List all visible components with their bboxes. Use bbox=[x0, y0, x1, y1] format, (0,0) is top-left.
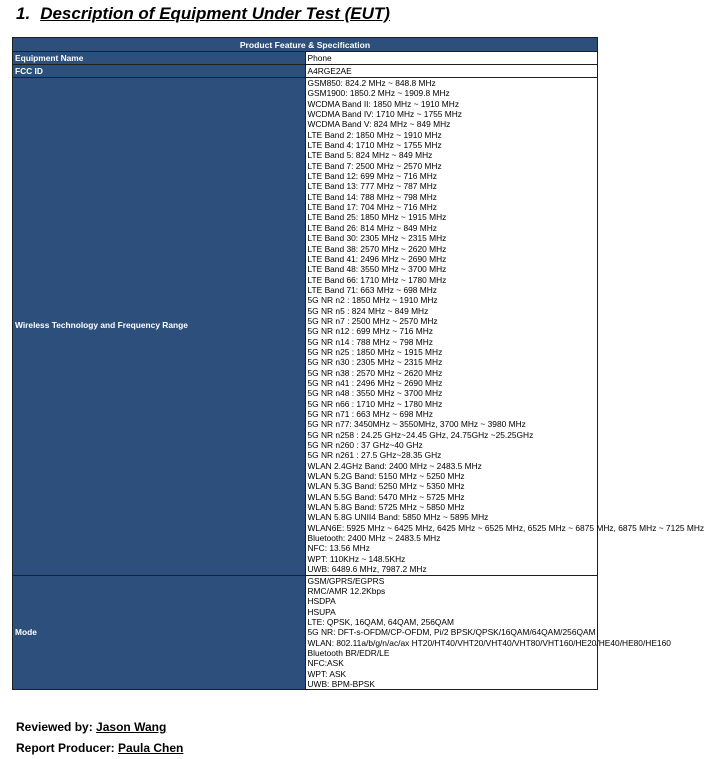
spec-line: WPT: 110KHz ~ 148.5KHz bbox=[307, 553, 406, 564]
spec-line: LTE Band 66: 1710 MHz ~ 1780 MHz bbox=[307, 274, 447, 285]
spec-line: UWB: BPM-BPSK bbox=[307, 678, 375, 689]
reviewed-by-name: Jason Wang bbox=[96, 720, 167, 734]
spec-line: 5G NR n5 : 824 MHz ~ 849 MHz bbox=[307, 305, 429, 316]
reviewed-by-label: Reviewed by: bbox=[16, 720, 93, 734]
mode-values bbox=[305, 575, 671, 690]
spec-line: LTE Band 17: 704 MHz ~ 716 MHz bbox=[307, 202, 437, 213]
spec-line: 5G NR n66 : 1710 MHz ~ 1780 MHz bbox=[307, 398, 443, 409]
table-header: Product Feature & Specification bbox=[13, 38, 598, 52]
mode-label: Mode bbox=[13, 575, 306, 690]
report-producer-name: Paula Chen bbox=[118, 741, 184, 755]
spec-line: 5G NR n12 : 699 MHz ~ 716 MHz bbox=[307, 326, 433, 337]
spec-line: LTE Band 13: 777 MHz ~ 787 MHz bbox=[307, 181, 437, 192]
spec-line: LTE Band 25: 1850 MHz ~ 1915 MHz bbox=[307, 212, 447, 223]
spec-line: 5G NR n71 : 663 MHz ~ 698 MHz bbox=[307, 409, 433, 419]
spec-line: 5G NR n25 : 1850 MHz ~ 1915 MHz bbox=[307, 346, 443, 357]
spec-line: LTE Band 14: 788 MHz ~ 798 MHz bbox=[307, 191, 437, 202]
equipment-name-label: Equipment Name bbox=[13, 52, 306, 65]
spec-line: WLAN 5.3G Band: 5250 MHz ~ 5350 MHz bbox=[307, 481, 465, 492]
spec-line: 5G NR n260 : 37 GHz~40 GHz bbox=[307, 440, 423, 451]
spec-line: Bluetooth BR/EDR/LE bbox=[307, 647, 390, 658]
spec-table bbox=[12, 37, 704, 690]
spec-line: LTE: QPSK, 16QAM, 64QAM, 256QAM bbox=[307, 616, 454, 627]
table-row bbox=[13, 52, 598, 65]
spec-line: GSM/GPRS/EGPRS bbox=[307, 575, 385, 586]
table-row bbox=[13, 78, 598, 576]
spec-line: WCDMA Band V: 824 MHz ~ 849 MHz bbox=[307, 119, 451, 130]
spec-line: LTE Band 2: 1850 MHz ~ 1910 MHz bbox=[307, 129, 442, 140]
spec-line: LTE Band 71: 663 MHz ~ 698 MHz bbox=[307, 284, 437, 295]
spec-line: 5G NR n41 : 2496 MHz ~ 2690 MHz bbox=[307, 377, 443, 388]
spec-line: WPT: ASK bbox=[307, 668, 347, 679]
spec-line: NFC:ASK bbox=[307, 658, 344, 669]
spec-line: GSM850: 824.2 MHz ~ 848.8 MHz bbox=[307, 78, 436, 88]
spec-line: 5G NR n7 : 2500 MHz ~ 2570 MHz bbox=[307, 315, 438, 326]
spec-line: LTE Band 48: 3550 MHz ~ 3700 MHz bbox=[307, 264, 447, 275]
wireless-technology-values bbox=[305, 78, 704, 576]
spec-line: LTE Band 30: 2305 MHz ~ 2315 MHz bbox=[307, 233, 447, 244]
spec-line: LTE Band 4: 1710 MHz ~ 1755 MHz bbox=[307, 140, 442, 151]
spec-line: 5G NR n261 : 27.5 GHz~28.35 GHz bbox=[307, 450, 442, 461]
fcc-id-value: A4RGE2AE bbox=[305, 65, 598, 78]
spec-line: WCDMA Band IV: 1710 MHz ~ 1755 MHz bbox=[307, 109, 462, 120]
spec-line: LTE Band 5: 824 MHz ~ 849 MHz bbox=[307, 150, 433, 161]
wireless-technology-label: Wireless Technology and Frequency Range bbox=[13, 78, 306, 576]
report-producer-label: Report Producer: bbox=[16, 741, 115, 755]
spec-line: 5G NR n38 : 2570 MHz ~ 2620 MHz bbox=[307, 367, 443, 378]
spec-line: 5G NR n2 : 1850 MHz ~ 1910 MHz bbox=[307, 295, 438, 306]
fcc-id-label: FCC ID bbox=[13, 65, 306, 78]
spec-line: NFC: 13.56 MHz bbox=[307, 543, 370, 554]
spec-line: LTE Band 12: 699 MHz ~ 716 MHz bbox=[307, 171, 437, 182]
spec-line: 5G NR n30 : 2305 MHz ~ 2315 MHz bbox=[307, 357, 443, 368]
reviewed-by-line bbox=[16, 720, 166, 734]
spec-line: GSM1900: 1850.2 MHz ~ 1909.8 MHz bbox=[307, 88, 450, 99]
section-number: 1. bbox=[16, 4, 31, 23]
table-header-row bbox=[13, 38, 598, 52]
spec-line: UWB: 6489.6 MHz, 7987.2 MHz bbox=[307, 564, 427, 575]
table-row bbox=[13, 575, 598, 690]
report-producer-line bbox=[16, 741, 183, 755]
spec-line: 5G NR: DFT-s-OFDM/CP-OFDM, Pi/2 BPSK/QPSK/16QAM/64QAM/256QAM bbox=[307, 627, 596, 638]
spec-line: LTE Band 38: 2570 MHz ~ 2620 MHz bbox=[307, 243, 447, 254]
section-title: Description of Equipment Under Test (EUT) bbox=[40, 4, 390, 23]
spec-line: 5G NR n48 : 3550 MHz ~ 3700 MHz bbox=[307, 388, 443, 399]
spec-line: WLAN 5.8G UNII4 Band: 5850 MHz ~ 5895 MHz bbox=[307, 512, 489, 523]
table-row bbox=[13, 65, 598, 78]
spec-line: RMC/AMR 12.2Kbps bbox=[307, 585, 386, 596]
spec-line: HSUPA bbox=[307, 606, 336, 617]
section-heading bbox=[16, 4, 390, 24]
spec-line: WLAN 5.5G Band: 5470 MHz ~ 5725 MHz bbox=[307, 491, 465, 502]
spec-line: WLAN: 802.11a/b/g/n/ac/ax HT20/HT40/VHT20/VHT40/VHT80/VHT160/HE20/HE40/HE80/HE160 bbox=[307, 637, 671, 648]
spec-line: WLAN 2.4GHz Band: 2400 MHz ~ 2483.5 MHz bbox=[307, 460, 482, 471]
spec-line: LTE Band 41: 2496 MHz ~ 2690 MHz bbox=[307, 253, 447, 264]
spec-line: LTE Band 7: 2500 MHz ~ 2570 MHz bbox=[307, 160, 442, 171]
spec-line: WLAN 5.8G Band: 5725 MHz ~ 5850 MHz bbox=[307, 502, 465, 513]
spec-line: WCDMA Band II: 1850 MHz ~ 1910 MHz bbox=[307, 98, 460, 109]
spec-line: 5G NR n14 : 788 MHz ~ 798 MHz bbox=[307, 336, 433, 347]
spec-line: 5G NR n258 : 24.25 GHz~24.45 GHz, 24.75GHz ~25.25GHz bbox=[307, 429, 534, 440]
spec-line: 5G NR n77: 3450MHz ~ 3550MHz, 3700 MHz ~ 3980 MHz bbox=[307, 419, 526, 430]
spec-line: HSDPA bbox=[307, 596, 336, 607]
spec-line: Bluetooth: 2400 MHz ~ 2483.5 MHz bbox=[307, 533, 441, 544]
spec-line: WLAN 5.2G Band: 5150 MHz ~ 5250 MHz bbox=[307, 471, 465, 482]
spec-line: LTE Band 26: 814 MHz ~ 849 MHz bbox=[307, 222, 437, 233]
spec-line: WLAN6E: 5925 MHz ~ 6425 MHz, 6425 MHz ~ 6525 MHz, 6525 MHz ~ 6875 MHz, 6875 MHz ~ 7125 MHz bbox=[307, 522, 704, 533]
equipment-name-value: Phone bbox=[305, 52, 598, 65]
